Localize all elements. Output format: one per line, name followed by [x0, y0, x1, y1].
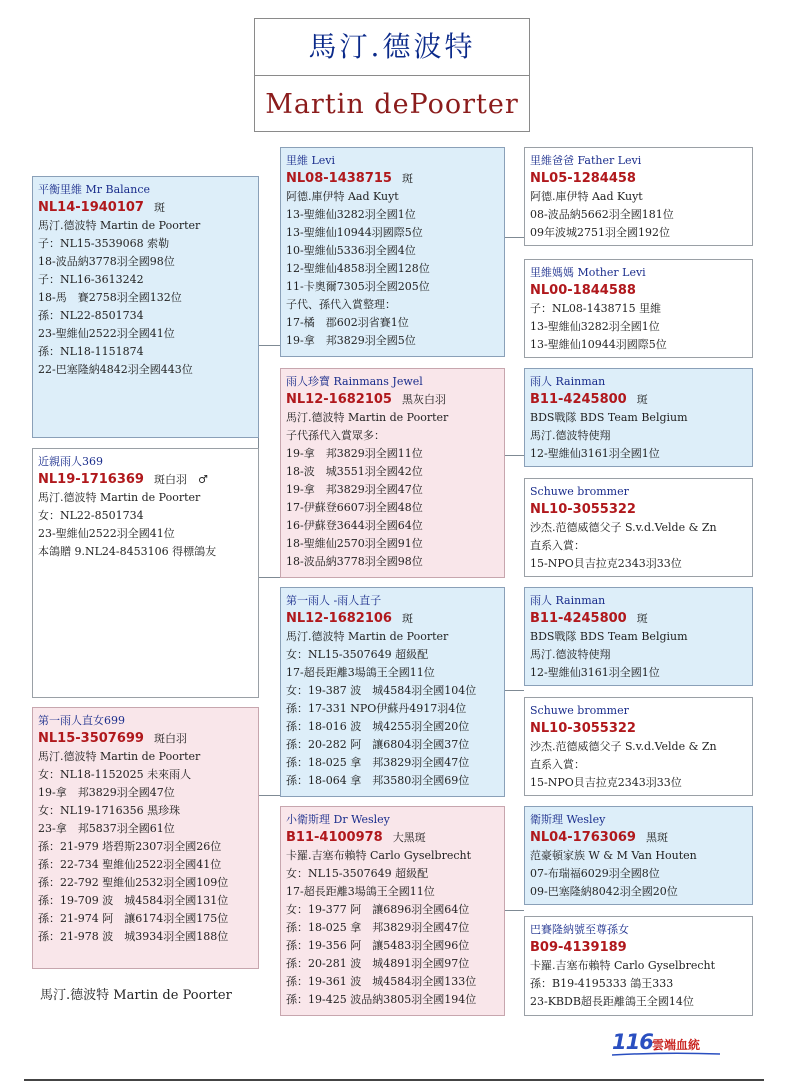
detail-line: 孫：B19-4195333 鴿王333 — [530, 977, 674, 990]
detail-line: 馬汀.德波特 Martin de Poorter — [38, 219, 201, 232]
pedigree-box-dam-sire-dam — [524, 697, 753, 796]
ring-number — [530, 939, 747, 957]
connector — [504, 455, 524, 456]
bird-details — [530, 519, 747, 573]
bird-details — [286, 847, 499, 1009]
detail-line: 卡羅.吉塞布賴特 Carlo Gyselbrecht — [530, 959, 716, 972]
bird-details — [530, 628, 747, 682]
detail-line: 孫：22-734 聖維仙2522羽全國41位 — [38, 858, 222, 871]
detail-line: 19-拿 邦3829羽全國47位 — [38, 786, 175, 799]
bird-color: 黑灰白羽 — [401, 393, 446, 406]
connector — [504, 690, 524, 691]
detail-line: 09-巴塞隆納8042羽全國20位 — [530, 885, 678, 898]
bird-details — [530, 957, 747, 1011]
logo-text: 雲端血統 — [652, 1038, 701, 1052]
detail-line: 19-拿 邦3829羽全國5位 — [286, 334, 416, 347]
detail-line: 孫：19-361 波 城4584羽全國133位 — [286, 975, 477, 988]
ring-number-text: NL10-3055322 — [530, 502, 636, 517]
detail-line: BDS戰隊 BDS Team Belgium — [530, 411, 688, 424]
detail-line: 17-橘 郡602羽省賽1位 — [286, 316, 409, 329]
pedigree-box-sire-dam — [280, 368, 505, 578]
detail-line: 18-波品納3778羽全國98位 — [38, 255, 175, 268]
site-logo[interactable] — [612, 1030, 722, 1058]
detail-line: 馬汀.德波特 Martin de Poorter — [38, 491, 201, 504]
detail-line: 阿德.庫伊特 Aad Kuyt — [286, 190, 399, 203]
title-box — [254, 18, 530, 132]
pedigree-box-dam-dam — [280, 806, 505, 1016]
detail-line: 孫：19-425 波品納3805羽全國194位 — [286, 993, 477, 1006]
detail-line: 阿德.庫伊特 Aad Kuyt — [530, 190, 643, 203]
detail-line: 16-伊蘇登3644羽全國64位 — [286, 519, 423, 532]
detail-line: 孫：22-792 聖維仙2532羽全國109位 — [38, 876, 229, 889]
ring-number — [530, 610, 747, 628]
breeder-name-english: Martin dePoorter — [265, 89, 519, 120]
detail-line: 13-聖維仙3282羽全國1位 — [530, 320, 660, 333]
ring-number-text: NL10-3055322 — [530, 721, 636, 736]
connector — [258, 795, 280, 796]
ring-number — [530, 170, 747, 188]
detail-line: 孫：18-025 拿 邦3829羽全國47位 — [286, 921, 470, 934]
detail-line: 19-拿 邦3829羽全國47位 — [286, 483, 423, 496]
detail-line: 23-聖維仙2522羽全國41位 — [38, 527, 175, 540]
detail-line: 18-波品納3778羽全國98位 — [286, 555, 423, 568]
bird-color: 斑 — [401, 172, 413, 185]
detail-line: 女：NL22-8501734 — [38, 509, 144, 522]
detail-line: 18-聖維仙2570羽全國91位 — [286, 537, 423, 550]
detail-line: 孫：NL18-1151874 — [38, 345, 144, 358]
detail-line: 孫：NL22-8501734 — [38, 309, 144, 322]
pedigree-box-dam-dam-sire — [524, 806, 753, 905]
detail-line: 范豪頓家族 W & M Van Houten — [530, 849, 697, 862]
detail-line: 馬汀.德波特使翔 — [530, 648, 611, 661]
ring-number-text: NL12-1682106 — [286, 611, 392, 626]
bird-details — [530, 738, 747, 792]
ring-number-text: B09-4139189 — [530, 940, 627, 955]
detail-line: 卡羅.吉塞布賴特 Carlo Gyselbrecht — [286, 849, 472, 862]
ring-number — [38, 730, 253, 748]
bird-name: 近親雨人369 — [38, 455, 103, 468]
detail-line: 孫：21-979 塔碧斯2307羽全國26位 — [38, 840, 222, 853]
bird-details — [286, 188, 499, 350]
pedigree-box-sire-dam-sire — [524, 368, 753, 467]
ring-number — [38, 471, 253, 489]
detail-line: 馬汀.德波特使翔 — [530, 429, 611, 442]
detail-line: 孫：19-356 阿 讓5483羽全國96位 — [286, 939, 470, 952]
detail-line: 孫：18-064 拿 邦3580羽全國69位 — [286, 774, 470, 787]
detail-line: 女：NL19-1716356 黑珍珠 — [38, 804, 181, 817]
bird-details — [286, 628, 499, 790]
ring-number — [286, 391, 499, 409]
bird-name: 雨人珍寶 Rainmans Jewel — [286, 375, 423, 388]
detail-line: 沙杰.范德威德父子 S.v.d.Velde & Zn — [530, 521, 717, 534]
ring-number — [286, 829, 499, 847]
detail-line: 17-伊蘇登6607羽全國48位 — [286, 501, 423, 514]
detail-line: 12-聖維仙3161羽全國1位 — [530, 666, 660, 679]
ring-number-text: NL04-1763069 — [530, 830, 636, 845]
detail-line: 17-超長距離3場鴿王全國11位 — [286, 666, 435, 679]
ring-number-text: B11-4100978 — [286, 830, 383, 845]
detail-line: 12-聖維仙3161羽全國1位 — [530, 447, 660, 460]
pedigree-box-sire — [32, 176, 259, 438]
bird-details — [38, 489, 253, 561]
detail-line: 22-巴塞隆納4842羽全國443位 — [38, 363, 193, 376]
detail-line: 女：NL15-3507649 超級配 — [286, 648, 429, 661]
detail-line: 孫：19-709 波 城4584羽全國131位 — [38, 894, 229, 907]
pedigree-box-dam — [32, 707, 259, 969]
ring-number-text: B11-4245800 — [530, 611, 627, 626]
bird-details — [286, 409, 499, 571]
detail-line: 15-NPO貝吉拉克2343羽33位 — [530, 557, 682, 570]
bottom-divider — [24, 1079, 764, 1081]
bird-name: 里維媽媽 Mother Levi — [530, 266, 646, 279]
detail-line: 子代、孫代入賞整理： — [286, 298, 396, 311]
detail-line: 子：NL16-3613242 — [38, 273, 144, 286]
detail-line: 馬汀.德波特 Martin de Poorter — [286, 411, 449, 424]
detail-line: 17-超長距離3場鴿王全國11位 — [286, 885, 435, 898]
detail-line: 女：19-387 波 城4584羽全國104位 — [286, 684, 477, 697]
detail-line: 07-布瑞福6029羽全國8位 — [530, 867, 660, 880]
detail-line: 孫：21-978 波 城3934羽全國188位 — [38, 930, 229, 943]
bird-color: 斑 — [153, 201, 165, 214]
detail-line: 沙杰.范德威德父子 S.v.d.Velde & Zn — [530, 740, 717, 753]
bird-color: 黑斑 — [645, 831, 668, 844]
ring-number-text: NL14-1940107 — [38, 200, 144, 215]
bird-name: 衛斯理 Wesley — [530, 813, 606, 826]
detail-line: 女：19-377 阿 讓6896羽全國64位 — [286, 903, 470, 916]
detail-line: 馬汀.德波特 Martin de Poorter — [38, 750, 201, 763]
detail-line: 13-聖維仙10944羽國際5位 — [286, 226, 423, 239]
ring-number-text: NL12-1682105 — [286, 392, 392, 407]
ring-number — [38, 199, 253, 217]
ring-number — [530, 282, 747, 300]
bird-name: 雨人 Rainman — [530, 594, 606, 607]
detail-line: 直系入賞： — [530, 539, 585, 552]
ring-number — [530, 720, 747, 738]
pedigree-box-sire-dam-dam — [524, 478, 753, 577]
detail-line: 18-馬 賽2758羽全國132位 — [38, 291, 182, 304]
bird-color: 斑白羽 — [153, 732, 187, 745]
bird-name: 第一雨人 -雨人直子 — [286, 594, 382, 607]
detail-line: 19-拿 邦3829羽全國11位 — [286, 447, 423, 460]
detail-line: 08-波品納5662羽全國181位 — [530, 208, 674, 221]
connector — [258, 577, 280, 578]
bird-name: Schuwe brommer — [530, 485, 629, 498]
bird-details — [530, 847, 747, 901]
connector — [504, 237, 524, 238]
logo-swoosh-icon — [612, 1052, 720, 1056]
bird-details — [530, 188, 747, 242]
detail-line: 10-聖維仙5336羽全國4位 — [286, 244, 416, 257]
detail-line: 13-聖維仙3282羽全國1位 — [286, 208, 416, 221]
detail-line: 子代孫代入賞眾多： — [286, 429, 385, 442]
detail-line: 23-拿 邦5837羽全國61位 — [38, 822, 175, 835]
detail-line: 孫：18-025 拿 邦3829羽全國47位 — [286, 756, 470, 769]
detail-line: 女：NL18-1152025 未來雨人 — [38, 768, 192, 781]
breeder-name-chinese: 馬汀.德波特 — [255, 19, 529, 76]
detail-line: 孫：20-282 阿 讓6804羽全國37位 — [286, 738, 470, 751]
detail-line: 直系入賞： — [530, 758, 585, 771]
footer-owner-name: 馬汀.德波特 Martin de Poorter — [40, 988, 232, 1003]
pedigree-box-sire-sire-sire — [524, 147, 753, 246]
ring-number — [530, 829, 747, 847]
bird-color: 斑 — [636, 393, 648, 406]
ring-number — [286, 610, 499, 628]
ring-number-text: NL19-1716369 — [38, 472, 144, 487]
bird-name: Schuwe brommer — [530, 704, 629, 717]
detail-line: 12-聖維仙4858羽全國128位 — [286, 262, 430, 275]
detail-line: 孫：17-331 NPO伊蘇丹4917羽4位 — [286, 702, 467, 715]
bird-color: 斑 — [636, 612, 648, 625]
connector — [504, 910, 524, 911]
detail-line: 子：NL15-3539068 索勒 — [38, 237, 170, 250]
bird-color: 大黑斑 — [392, 831, 426, 844]
detail-line: 11-卡奧爾7305羽全國205位 — [286, 280, 430, 293]
ring-number-text: B11-4245800 — [530, 392, 627, 407]
pedigree-box-sire-sire-dam — [524, 259, 753, 358]
detail-line: 女：NL15-3507649 超級配 — [286, 867, 429, 880]
bird-name: 平衡里維 Mr Balance — [38, 183, 150, 196]
pedigree-box-sire-sire — [280, 147, 505, 357]
detail-line: 13-聖維仙10944羽國際5位 — [530, 338, 667, 351]
bird-color: 斑 — [401, 612, 413, 625]
pedigree-box-dam-sire-sire — [524, 587, 753, 686]
pedigree-box-dam-dam-dam — [524, 916, 753, 1016]
detail-line: 孫：18-016 波 城4255羽全國20位 — [286, 720, 470, 733]
detail-line: 23-KBDB超長距離鴿王全國14位 — [530, 995, 694, 1008]
bird-name: 里維 Levi — [286, 154, 336, 167]
logo-number: 116 — [612, 1030, 653, 1054]
ring-number-text: NL00-1844588 — [530, 283, 636, 298]
detail-line: 09年波城2751羽全國192位 — [530, 226, 670, 239]
detail-line: 孫：21-974 阿 讓6174羽全國175位 — [38, 912, 229, 925]
ring-number-text: NL08-1438715 — [286, 171, 392, 186]
bird-color: 斑白羽 ♂ — [153, 473, 208, 486]
ring-number-text: NL05-1284458 — [530, 171, 636, 186]
pedigree-box-sibling — [32, 448, 259, 698]
bird-details — [530, 300, 747, 354]
detail-line: 18-波 城3551羽全國42位 — [286, 465, 423, 478]
ring-number — [530, 501, 747, 519]
ring-number — [530, 391, 747, 409]
bird-name: 巴賽隆納號至尊孫女 — [530, 923, 629, 936]
bird-details — [38, 217, 253, 379]
bird-details — [38, 748, 253, 946]
detail-line: BDS戰隊 BDS Team Belgium — [530, 630, 688, 643]
detail-line: 15-NPO貝吉拉克2343羽33位 — [530, 776, 682, 789]
ring-number — [286, 170, 499, 188]
detail-line: 孫：20-281 波 城4891羽全國97位 — [286, 957, 470, 970]
detail-line: 子：NL08-1438715 里維 — [530, 302, 662, 315]
bird-name: 第一雨人直女699 — [38, 714, 125, 727]
connector — [258, 345, 280, 346]
bird-name: 里維爸爸 Father Levi — [530, 154, 642, 167]
detail-line: 23-聖維仙2522羽全國41位 — [38, 327, 175, 340]
pedigree-box-dam-sire — [280, 587, 505, 797]
detail-line: 馬汀.德波特 Martin de Poorter — [286, 630, 449, 643]
ring-number-text: NL15-3507699 — [38, 731, 144, 746]
bird-name: 雨人 Rainman — [530, 375, 606, 388]
bird-details — [530, 409, 747, 463]
bird-name: 小衛斯理 Dr Wesley — [286, 813, 390, 826]
detail-line: 本鴿贈 9.NL24-8453106 得標鴿友 — [38, 545, 217, 558]
